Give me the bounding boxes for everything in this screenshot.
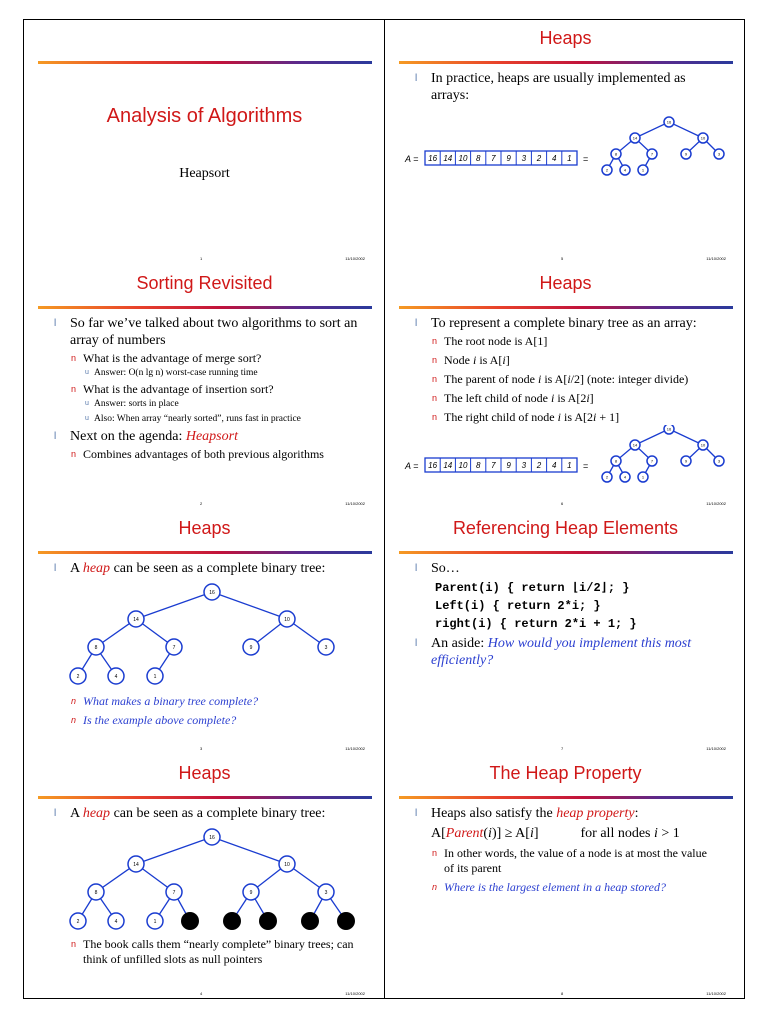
tree-edge xyxy=(136,837,212,864)
array-cell: 10 xyxy=(458,461,468,470)
heap-array-diagram xyxy=(385,425,746,505)
title-rule xyxy=(38,551,372,554)
slide-date: 11/10/2002 xyxy=(345,746,365,751)
slide-number: 1 xyxy=(200,256,203,261)
null-node xyxy=(259,912,277,930)
tree-node-label: 9 xyxy=(684,458,688,464)
array-label: A = xyxy=(405,461,419,471)
array-cell: 7 xyxy=(491,154,496,163)
array-cell: 3 xyxy=(521,154,527,163)
heapsort-term: Heapsort xyxy=(185,429,238,444)
tree-node-label: 3 xyxy=(717,151,721,157)
slide-7 xyxy=(385,510,746,755)
bullet-list xyxy=(415,315,735,432)
bullet: l A heap can be seen as a complete binary tree: xyxy=(54,805,374,822)
array-cell: 8 xyxy=(475,154,481,163)
tree-node-label: 1 xyxy=(641,474,645,480)
title-rule xyxy=(399,306,733,309)
tree-node-label: 8 xyxy=(94,644,98,651)
slide-1-subtitle: Heapsort xyxy=(179,166,230,181)
bullet: l An aside: How would you implement this most efficiently? xyxy=(415,635,735,669)
slide-number: 4 xyxy=(200,991,203,996)
tree-node-label: 10 xyxy=(284,861,290,868)
tree-node-label: 14 xyxy=(632,442,638,448)
title-rule xyxy=(38,61,372,64)
bullet: l In practice, heaps are usually implemented as arrays: xyxy=(415,70,725,104)
array-cell: 10 xyxy=(458,154,468,163)
array-cell: 16 xyxy=(428,461,438,470)
bullet: l A heap can be seen as a complete binary tree: xyxy=(54,560,374,577)
tree-node-label: 7 xyxy=(172,889,176,896)
tree-node-label: 4 xyxy=(114,673,118,680)
question: n What makes a binary tree complete? xyxy=(54,694,374,709)
array-cell: 16 xyxy=(428,154,438,163)
slide-1-title: Analysis of Algorithms xyxy=(106,105,303,127)
slide-title: Sorting Revisited xyxy=(136,273,273,293)
sub-sub-bullet: u Answer: sorts in place xyxy=(54,398,364,410)
tree-node-label: 4 xyxy=(623,474,627,480)
null-node xyxy=(181,912,199,930)
array-cell: 4 xyxy=(551,154,557,163)
sub-bullet: n The parent of node i is A[i/2] (note: integer divide) xyxy=(415,372,735,387)
title-rule xyxy=(399,796,733,799)
heap-tree-diagram xyxy=(60,827,370,935)
sub-bullet: n What is the advantage of merge sort? xyxy=(54,351,364,366)
bullet: l So… xyxy=(415,560,735,577)
tree-node-label: 16 xyxy=(666,119,672,125)
bullet: l Next on the agenda: Heapsort xyxy=(54,428,364,445)
bullet-list xyxy=(54,560,374,579)
title-rule xyxy=(399,61,733,64)
sub-bullet: n The right child of node i is A[2i + 1] xyxy=(415,410,735,425)
slide-number: 6 xyxy=(561,501,564,506)
tree-node-label: 7 xyxy=(650,458,654,464)
bullet-list xyxy=(415,560,735,671)
null-node xyxy=(301,912,319,930)
tree-node-label: 8 xyxy=(614,151,618,157)
tree-node-label: 16 xyxy=(209,834,215,841)
title-rule xyxy=(38,306,372,309)
null-node xyxy=(223,912,241,930)
tree-node-label: 9 xyxy=(684,151,688,157)
bullet-list xyxy=(54,805,374,824)
code-line: Parent(i) { return ⌊i/2⌋; } xyxy=(435,581,630,595)
code-line: right(i) { return 2*i + 1; } xyxy=(435,617,637,631)
bullet-list xyxy=(54,937,354,971)
tree-node-label: 10 xyxy=(700,442,706,448)
heap-property-formula: A[Parent(i)] ≥ A[i] for all nodes i > 1 xyxy=(431,826,680,841)
slide-6 xyxy=(385,265,746,510)
tree-node-label: 2 xyxy=(605,474,609,480)
tree-node-label: 1 xyxy=(153,673,157,680)
array-cell: 14 xyxy=(443,461,453,470)
heap-array-diagram xyxy=(385,112,746,202)
tree-node-label: 16 xyxy=(666,426,672,432)
slide-date: 11/10/2002 xyxy=(345,501,365,506)
slide-date: 11/10/2002 xyxy=(345,991,365,996)
slide-number: 8 xyxy=(561,991,564,996)
bullet: l To represent a complete binary tree as an array: xyxy=(415,315,735,332)
slide-8 xyxy=(385,755,746,1000)
array-cell: 7 xyxy=(491,461,496,470)
array-cell: 2 xyxy=(536,154,542,163)
tree-node-label: 1 xyxy=(153,918,157,925)
slide-number: 3 xyxy=(200,746,203,751)
array-cell: 9 xyxy=(506,461,511,470)
bullet-list xyxy=(54,315,364,466)
slide-title: Heaps xyxy=(539,273,592,293)
tree-node-label: 3 xyxy=(324,644,328,651)
slide-5 xyxy=(385,20,746,265)
tree-node-label: 2 xyxy=(76,918,80,925)
title-rule xyxy=(399,551,733,554)
sub-sub-bullet: u Answer: O(n lg n) worst-case running time xyxy=(54,367,364,379)
bullet-list xyxy=(415,805,735,899)
array-cell: 1 xyxy=(567,461,572,470)
sub-bullet: n The book calls them “nearly complete” binary trees; can think of unfilled slots as null pointers xyxy=(54,937,354,967)
slide-number: 5 xyxy=(561,256,564,261)
slide-title: Heaps xyxy=(178,763,231,783)
tree-node-label: 14 xyxy=(632,135,638,141)
slide-1 xyxy=(24,20,385,265)
sub-bullet: n Node i is A[i] xyxy=(415,353,735,368)
tree-node-label: 9 xyxy=(249,889,253,896)
equals-sign: = xyxy=(583,461,589,471)
tree-node-label: 10 xyxy=(284,616,290,623)
tree-node-label: 8 xyxy=(94,889,98,896)
slide-2 xyxy=(24,265,385,510)
tree-node-label: 2 xyxy=(76,673,80,680)
heap-tree-diagram xyxy=(60,582,370,690)
tree-node-label: 1 xyxy=(641,167,645,173)
tree-edge xyxy=(212,837,287,864)
tree-node-label: 8 xyxy=(614,458,618,464)
slide-title: Heaps xyxy=(539,28,592,48)
bullet-list xyxy=(415,70,725,106)
array-cell: 14 xyxy=(443,154,453,163)
tree-node-label: 3 xyxy=(717,458,721,464)
sub-sub-bullet: u Also: When array “nearly sorted”, runs fast in practice xyxy=(54,413,364,425)
bullet: l So far we’ve talked about two algorithms to sort an array of numbers xyxy=(54,315,364,349)
tree-edge xyxy=(136,592,212,619)
tree-node-label: 14 xyxy=(133,861,139,868)
array-cell: 9 xyxy=(506,154,511,163)
slide-title: Referencing Heap Elements xyxy=(452,518,679,538)
array-label: A = xyxy=(405,154,419,164)
tree-node-label: 9 xyxy=(249,644,253,651)
title-rule xyxy=(38,796,372,799)
tree-node-label: 3 xyxy=(324,889,328,896)
sub-bullet: n Combines advantages of both previous algorithms xyxy=(54,447,364,462)
array-cell: 3 xyxy=(521,461,527,470)
slide-4 xyxy=(24,755,385,1000)
array-cell: 4 xyxy=(551,461,557,470)
sub-bullet: n In other words, the value of a node is at most the value of its parent xyxy=(415,846,714,876)
slide-title: Heaps xyxy=(178,518,231,538)
slide-date: 11/10/2002 xyxy=(706,746,726,751)
slide-3 xyxy=(24,510,385,755)
tree-node-label: 4 xyxy=(114,918,118,925)
tree-node-label: 7 xyxy=(650,151,654,157)
tree-node-label: 2 xyxy=(605,167,609,173)
tree-node-label: 7 xyxy=(172,644,176,651)
bullet: l Heaps also satisfy the heap property: xyxy=(415,805,735,822)
equals-sign: = xyxy=(583,154,589,164)
bullet-list xyxy=(54,694,374,732)
slide-date: 11/10/2002 xyxy=(706,501,726,506)
array-cell: 8 xyxy=(475,461,481,470)
tree-edge xyxy=(212,592,287,619)
null-node xyxy=(337,912,355,930)
tree-node-label: 16 xyxy=(209,589,215,596)
slide-date: 11/10/2002 xyxy=(706,256,726,261)
sub-bullet: n The root node is A[1] xyxy=(415,334,735,349)
code-line: Left(i) { return 2*i; } xyxy=(435,599,601,613)
array-cell: 2 xyxy=(536,461,542,470)
slide-number: 7 xyxy=(561,746,564,751)
sub-bullet: n The left child of node i is A[2i] xyxy=(415,391,735,406)
tree-node-label: 14 xyxy=(133,616,139,623)
slide-date: 11/10/2002 xyxy=(706,991,726,996)
question: n Is the example above complete? xyxy=(54,713,374,728)
slide-title: The Heap Property xyxy=(489,763,642,783)
slide-number: 2 xyxy=(200,501,203,506)
slide-date: 11/10/2002 xyxy=(345,256,365,261)
array-cell: 1 xyxy=(567,154,572,163)
question: n Where is the largest element in a heap stored? xyxy=(415,880,735,895)
sub-bullet: n What is the advantage of insertion sort? xyxy=(54,382,364,397)
tree-node-label: 4 xyxy=(623,167,627,173)
tree-node-label: 10 xyxy=(700,135,706,141)
